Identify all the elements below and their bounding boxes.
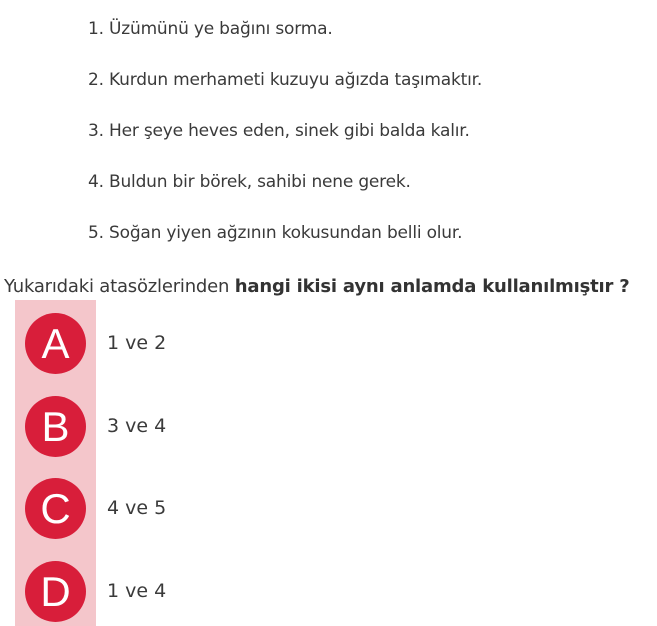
option-letter-badge: A	[25, 313, 86, 374]
option-letter-badge: C	[25, 478, 86, 539]
option-text: 1 ve 2	[107, 332, 167, 354]
option-a[interactable]	[0, 313, 400, 375]
option-d[interactable]	[0, 561, 400, 623]
proverb-item: 4. Buldun bir börek, sahibi nene gerek.	[88, 172, 411, 192]
option-text: 3 ve 4	[107, 415, 167, 437]
proverb-item: 3. Her şeye heves eden, sinek gibi balda kalır.	[88, 121, 470, 141]
proverb-item: 1. Üzümünü ye bağını sorma.	[88, 19, 333, 39]
proverb-item: 5. Soğan yiyen ağzının kokusundan belli olur.	[88, 223, 463, 243]
option-text: 1 ve 4	[107, 580, 167, 602]
option-b[interactable]	[0, 396, 400, 458]
question-emphasis: hangi ikisi aynı anlamda kullanılmıştır ?	[234, 276, 630, 297]
proverb-list	[88, 17, 482, 272]
option-letter-badge: D	[25, 561, 86, 622]
option-letter-badge: B	[25, 396, 86, 457]
option-c[interactable]	[0, 478, 400, 540]
proverb-item: 2. Kurdun merhameti kuzuyu ağızda taşımaktır.	[88, 70, 483, 90]
question-prefix: Yukarıdaki atasözlerinden	[4, 276, 235, 297]
question-text	[4, 273, 629, 301]
option-text: 4 ve 5	[107, 497, 167, 519]
